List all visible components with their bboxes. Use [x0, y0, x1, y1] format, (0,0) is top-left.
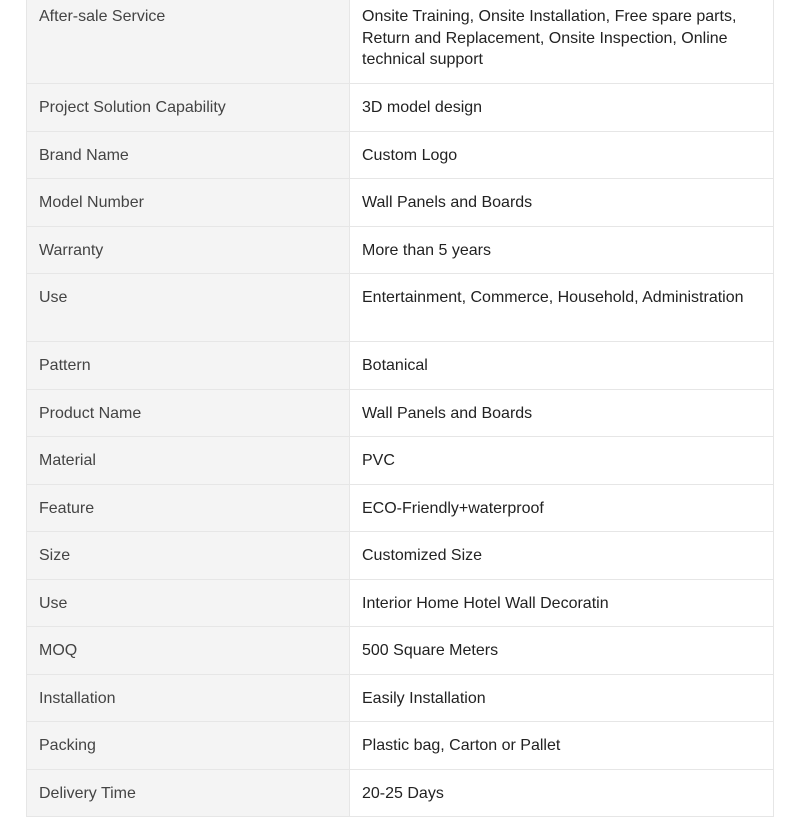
spec-value-cell [350, 84, 774, 132]
spec-label: Use [39, 289, 68, 306]
table-row [27, 274, 774, 342]
spec-label: Installation [39, 689, 116, 707]
spec-value: 500 Square Meters [362, 642, 499, 659]
spec-label-cell [27, 769, 350, 817]
spec-value: ECO-Friendly+waterproof [362, 499, 544, 517]
spec-value: 20-25 Days [362, 784, 444, 802]
spec-label: Product Name [39, 404, 142, 422]
spec-value-cell [350, 342, 774, 390]
spec-value-cell [350, 532, 774, 580]
table-row [27, 674, 774, 722]
spec-label: Warranty [39, 241, 104, 259]
spec-label-cell [27, 84, 350, 132]
spec-value-cell [350, 179, 774, 227]
spec-value-cell [350, 0, 774, 84]
spec-value: PVC [362, 452, 395, 469]
spec-value: Botanical [362, 357, 428, 374]
spec-value: 3D model design [362, 99, 483, 116]
table-row [27, 627, 774, 675]
spec-label-cell [27, 437, 350, 485]
spec-label-cell [27, 342, 350, 390]
spec-label-cell [27, 274, 350, 342]
spec-value-cell [350, 389, 774, 437]
spec-value: Entertainment, Commerce, Household, Administration [362, 289, 744, 306]
spec-value-cell [350, 722, 774, 770]
spec-label-cell [27, 627, 350, 675]
spec-label: Project Solution Capability [39, 99, 226, 116]
table-row [27, 484, 774, 532]
spec-label: Material [39, 452, 96, 469]
spec-value-cell [350, 579, 774, 627]
table-row [27, 0, 774, 84]
table-row [27, 342, 774, 390]
table-row [27, 769, 774, 817]
table-row [27, 722, 774, 770]
spec-label-cell [27, 532, 350, 580]
spec-label: MOQ [39, 642, 78, 659]
spec-value: Plastic bag, Carton or Pallet [362, 737, 561, 754]
table-row [27, 579, 774, 627]
spec-value: Interior Home Hotel Wall Decoratin [362, 594, 609, 612]
spec-label: Brand Name [39, 146, 129, 164]
spec-label-cell [27, 579, 350, 627]
spec-label: Model Number [39, 194, 144, 211]
spec-value: Easily Installation [362, 689, 486, 707]
spec-label-cell [27, 722, 350, 770]
spec-value: Customized Size [362, 547, 483, 564]
spec-label-cell [27, 179, 350, 227]
table-row [27, 131, 774, 179]
spec-label: Use [39, 594, 68, 612]
spec-value-cell [350, 627, 774, 675]
spec-label: Packing [39, 737, 96, 754]
table-row [27, 532, 774, 580]
spec-label: Delivery Time [39, 784, 136, 802]
spec-label: Pattern [39, 357, 91, 374]
spec-label-cell [27, 389, 350, 437]
spec-label: Size [39, 547, 71, 564]
spec-value-cell [350, 769, 774, 817]
spec-value-cell [350, 437, 774, 485]
spec-value-cell [350, 226, 774, 274]
product-spec-section [26, 0, 773, 817]
spec-label-cell [27, 226, 350, 274]
table-row [27, 179, 774, 227]
table-row [27, 226, 774, 274]
table-row [27, 389, 774, 437]
spec-value: More than 5 years [362, 241, 491, 259]
spec-value: Custom Logo [362, 146, 458, 164]
spec-label-cell [27, 674, 350, 722]
spec-value-cell [350, 131, 774, 179]
spec-value: Wall Panels and Boards [362, 194, 533, 211]
spec-label: After-sale Service [39, 8, 166, 25]
spec-label-cell [27, 131, 350, 179]
table-row [27, 437, 774, 485]
spec-value-cell [350, 274, 774, 342]
spec-value: Wall Panels and Boards [362, 404, 533, 422]
spec-label: Feature [39, 499, 95, 517]
spec-label-cell [27, 484, 350, 532]
spec-value: Onsite Training, Onsite Installation, Free spare parts, Return and Replacement, Onsite Inspection, Online technical support [362, 8, 737, 68]
spec-value-cell [350, 484, 774, 532]
spec-label-cell [27, 0, 350, 84]
spec-value-cell [350, 674, 774, 722]
spec-table [26, 0, 774, 817]
table-row [27, 84, 774, 132]
